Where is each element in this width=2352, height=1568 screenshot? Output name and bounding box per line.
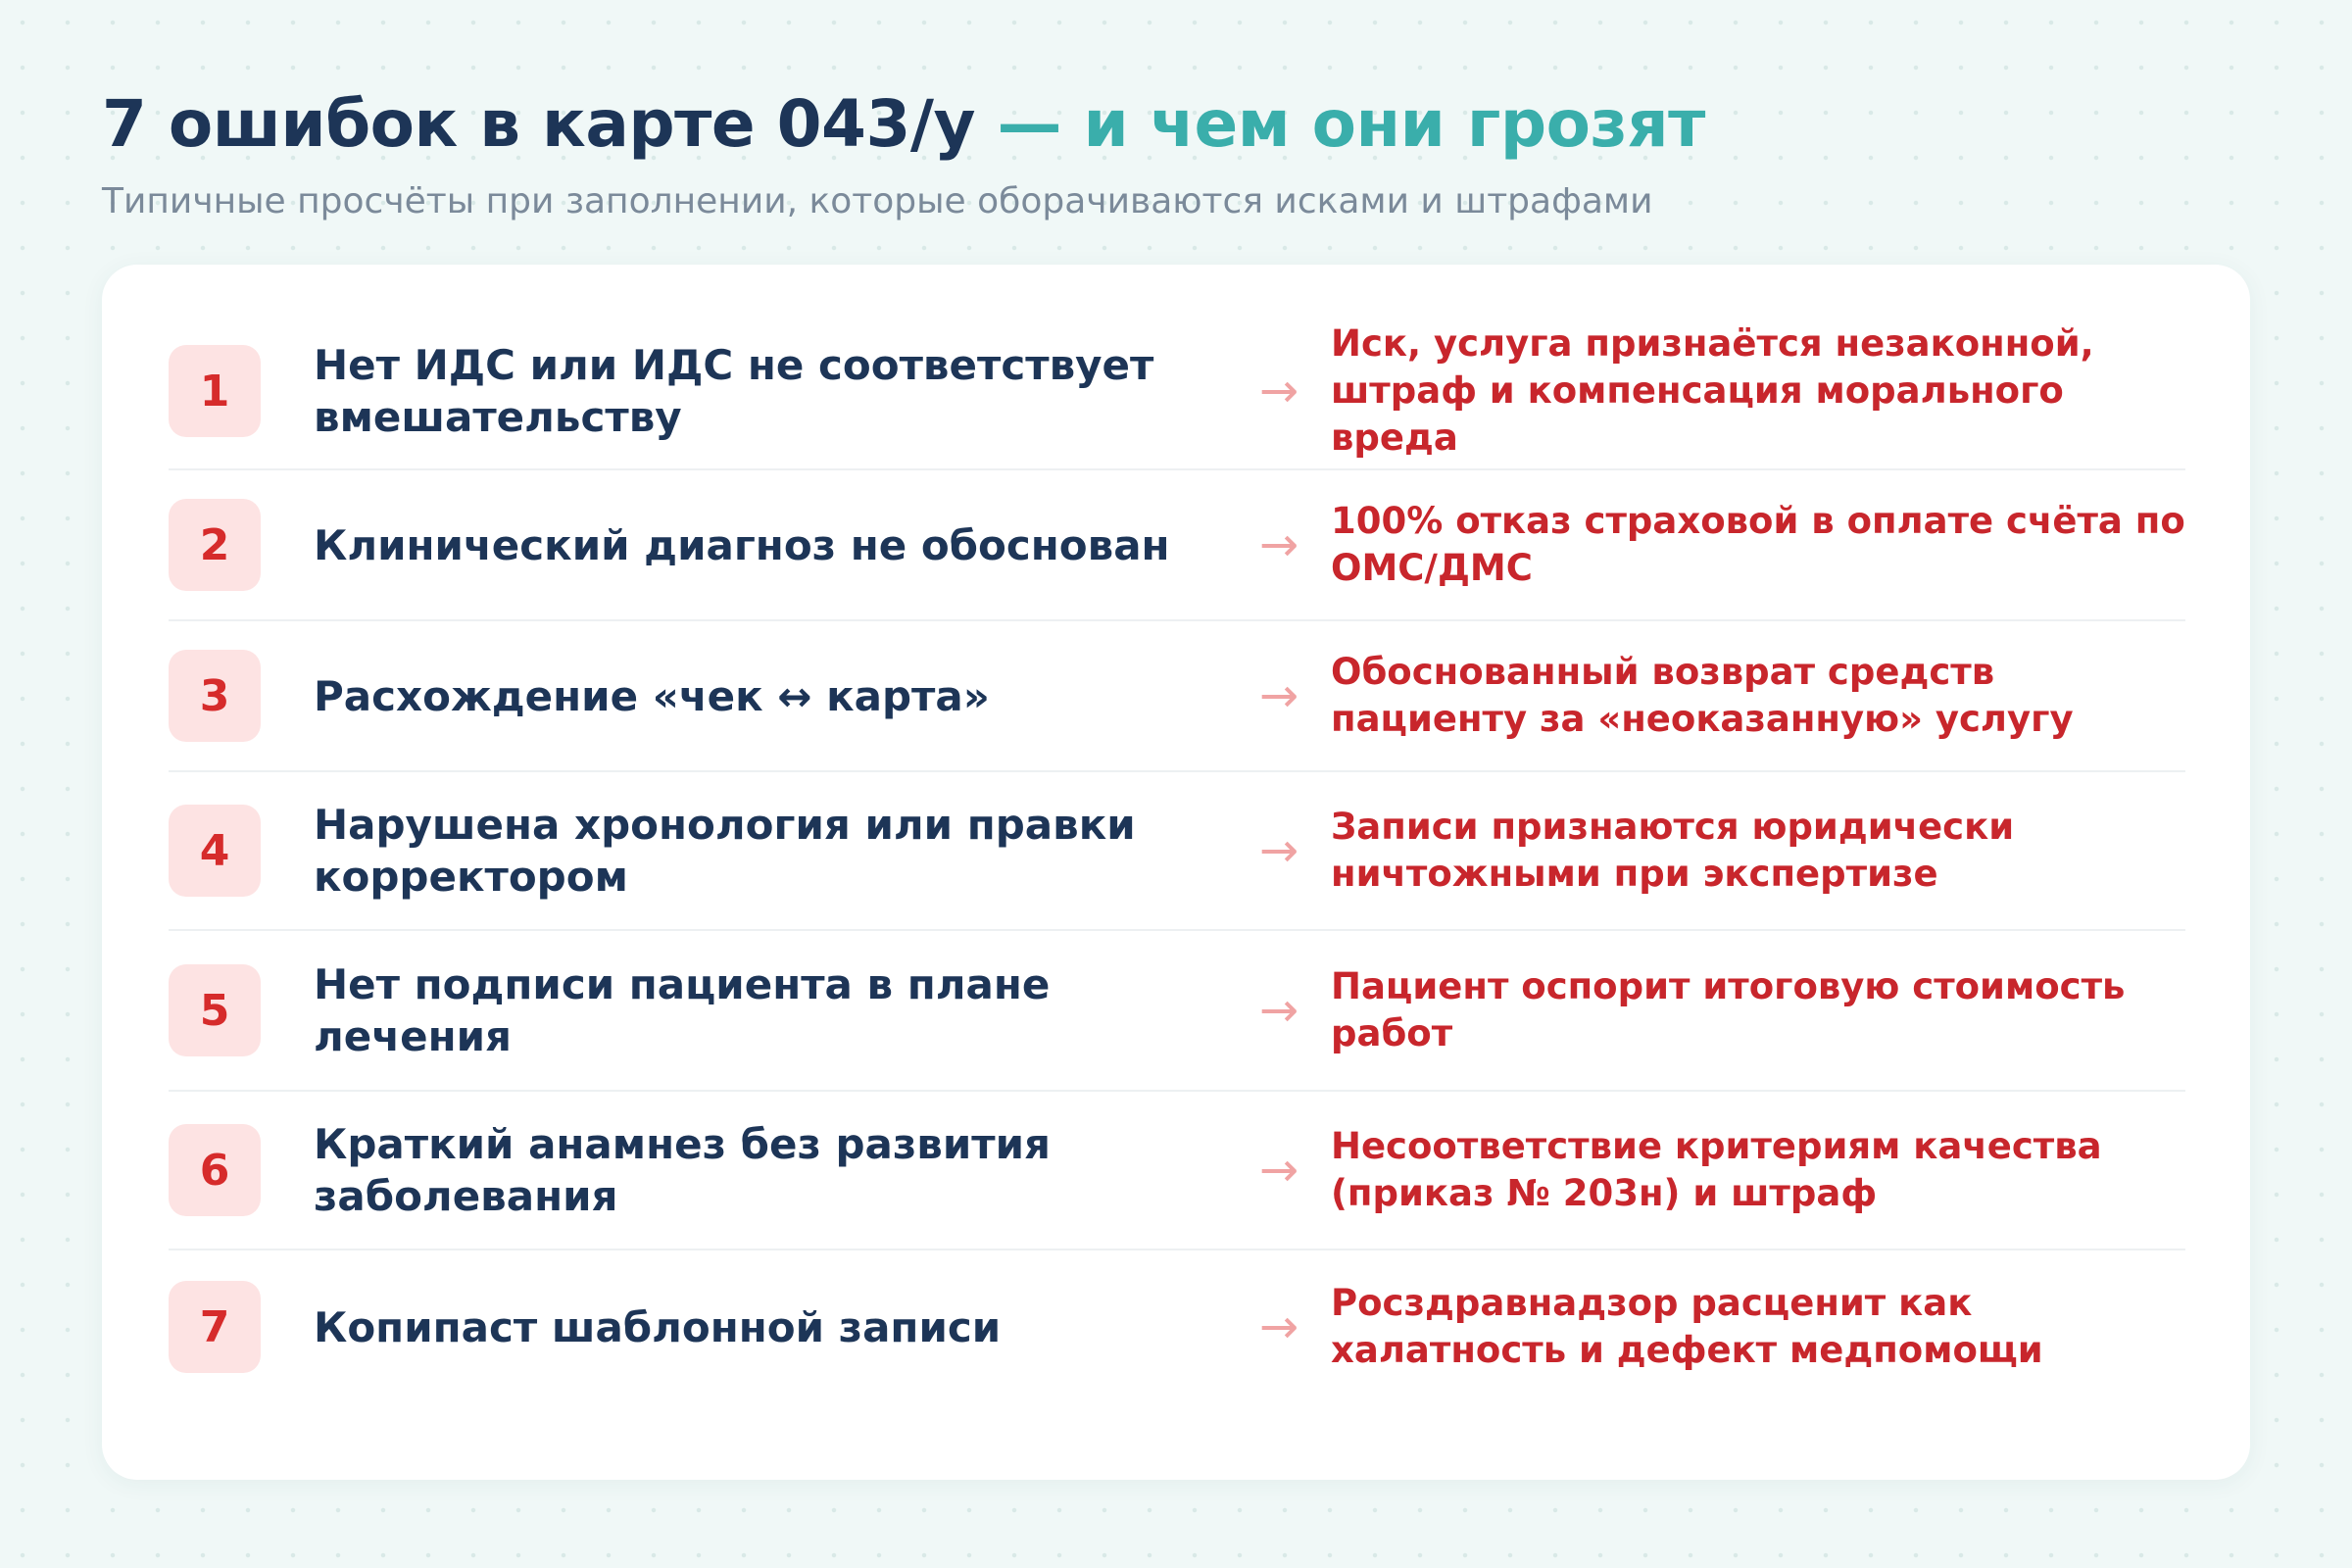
error-consequence: Записи признаются юридически ничтожными при экспертизе (1331, 806, 2015, 895)
error-consequence: Иск, услуга признаётся незаконной, штраф и компенсация морального вреда (1331, 322, 2094, 459)
arrow-right-icon: → (1258, 823, 1299, 878)
error-consequence: Обоснованный возврат средств пациенту за «неоказанную» услугу (1331, 651, 2074, 740)
arrow-right-icon: → (1258, 517, 1299, 572)
title-accent: — и чем они грозят (997, 86, 1705, 162)
page-title (102, 86, 1705, 162)
error-problem: Клинический диагноз не обоснован (314, 520, 1170, 569)
error-consequence: Росздравнадзор расценит как халатность и дефект медпомощи (1331, 1282, 2043, 1371)
error-row (169, 621, 2185, 772)
error-number-badge: 6 (169, 1124, 261, 1216)
error-number-badge: 7 (169, 1281, 261, 1373)
error-row (169, 1250, 2185, 1403)
error-row (169, 772, 2185, 931)
error-problem: Нарушена хронология или правки корректором (314, 801, 1136, 901)
error-number-badge: 1 (169, 345, 261, 437)
error-row (169, 314, 2185, 470)
header (102, 86, 1705, 221)
error-number-badge: 5 (169, 964, 261, 1056)
error-row (169, 470, 2185, 621)
error-number-badge: 4 (169, 805, 261, 897)
title-main: 7 ошибок в карте 043/у (102, 86, 975, 162)
error-problem: Нет ИДС или ИДС не соответствует вмешательству (314, 341, 1154, 441)
error-consequence: Несоответствие критериям качества (приказ № 203н) и штраф (1331, 1125, 2102, 1214)
error-consequence: 100% отказ страховой в оплате счёта по ОМС/ДМС (1331, 500, 2185, 589)
error-problem: Краткий анамнез без развития заболевания (314, 1120, 1052, 1220)
errors-card (102, 265, 2250, 1480)
arrow-right-icon: → (1258, 1143, 1299, 1198)
error-problem: Расхождение «чек ↔ карта» (314, 671, 990, 720)
error-row (169, 931, 2185, 1092)
error-number-badge: 3 (169, 650, 261, 742)
arrow-right-icon: → (1258, 668, 1299, 723)
error-problem: Нет подписи пациента в плане лечения (314, 960, 1051, 1060)
page-subtitle: Типичные просчёты при заполнении, которые оборачиваются исками и штрафами (102, 181, 1653, 221)
error-row (169, 1092, 2185, 1250)
error-consequence: Пациент оспорит итоговую стоимость работ (1331, 965, 2126, 1054)
error-problem: Копипаст шаблонной записи (314, 1302, 1002, 1351)
arrow-right-icon: → (1258, 983, 1299, 1038)
error-number-badge: 2 (169, 499, 261, 591)
arrow-right-icon: → (1258, 364, 1299, 418)
errors-list (169, 314, 2185, 1403)
arrow-right-icon: → (1258, 1299, 1299, 1354)
